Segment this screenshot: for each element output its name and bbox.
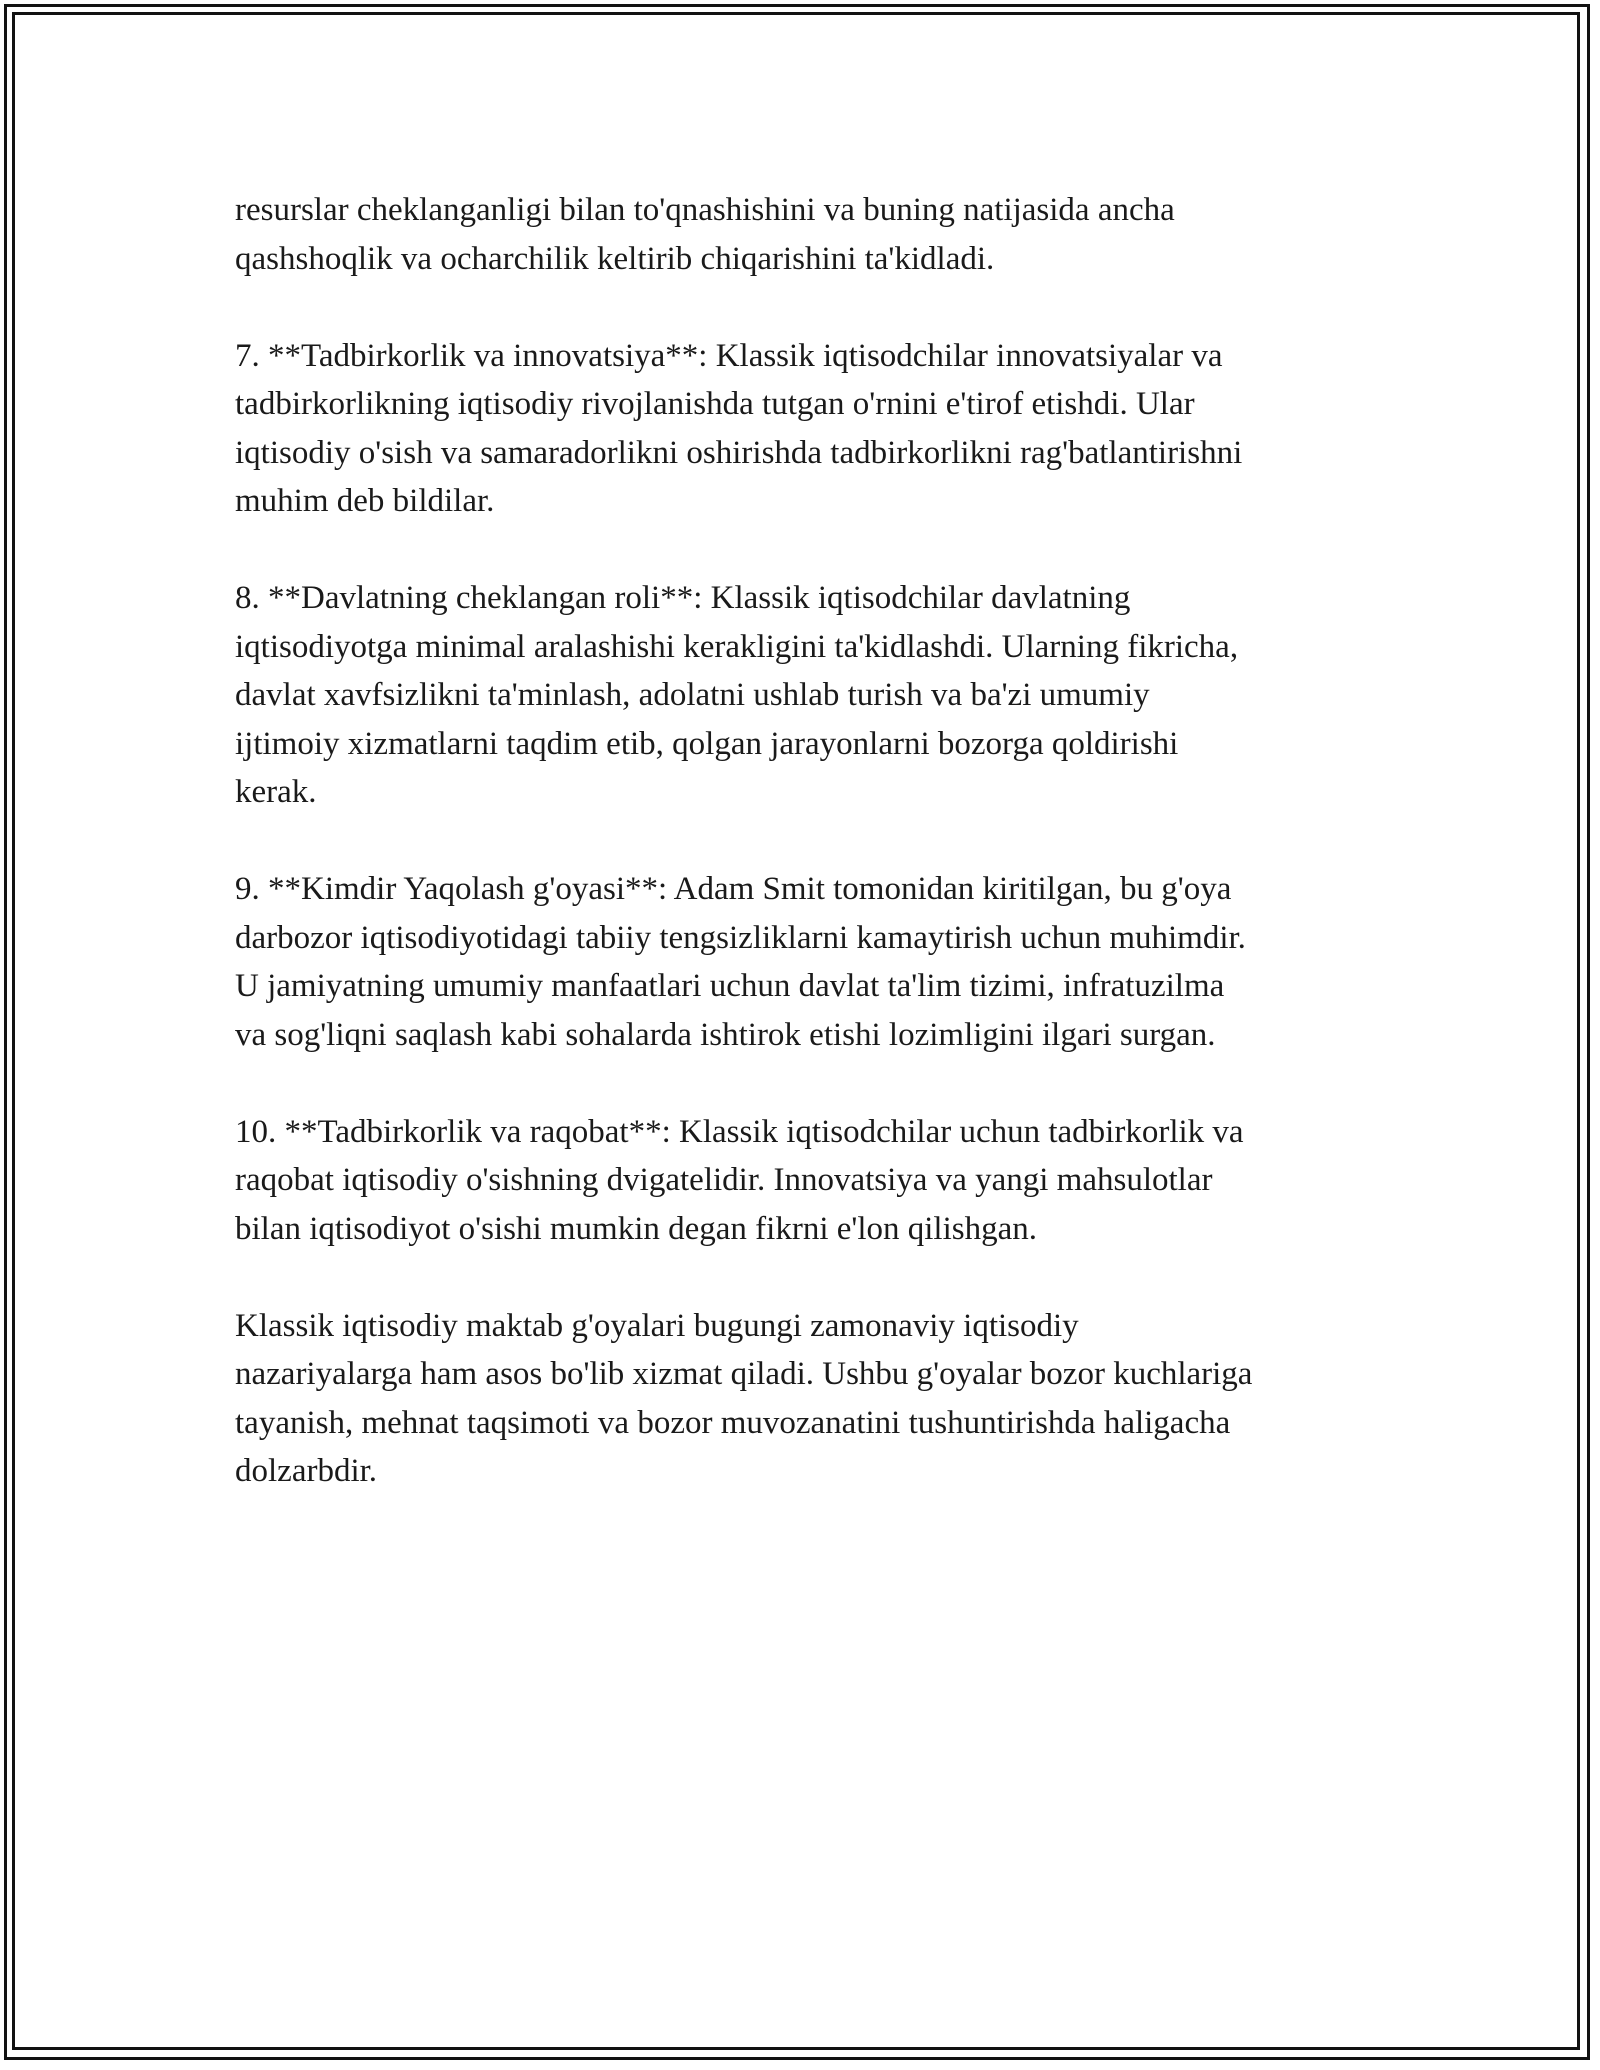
paragraph-point-9: 9. **Kimdir Yaqolash g'oyasi**: Adam Smit tomonidan kiritilgan, bu g'oya darbozor iqtisodiyotidagi tabiiy tengsizliklarni kamaytirish uchun muhimdir. U jamiyatning umumiy manfaatlari uchun davlat ta'lim tizimi, infratuzilma va sog'liqni saqlash kabi sohalarda ishtirok etishi lozimligini ilgari surgan. xyxy=(235,871,1246,1053)
paragraph-point-8: 8. **Davlatning cheklangan roli**: Klassik iqtisodchilar davlatning iqtisodiyotga minimal aralashishi kerakligini ta'kidlashdi. Ularning fikricha, davlat xavfsizlikni ta'minlash, adolatni ushlab turish va ba'zi umumiy ijtimoiy xizmatlarni taqdim etib, qolgan jarayonlarni bozorga qoldirishi kerak. xyxy=(235,580,1239,810)
paragraph-point-7: 7. **Tadbirkorlik va innovatsiya**: Klassik iqtisodchilar innovatsiyalar va tadbirkorlikning iqtisodiy rivojlanishda tutgan o'rnini e'tirof etishdi. Ular iqtisodiy o'sish va samaradorlikni oshirishda tadbirkorlikni rag'batlantirishni muhim deb bildilar. xyxy=(235,337,1243,519)
paragraph-point-10: 10. **Tadbirkorlik va raqobat**: Klassik iqtisodchilar uchun tadbirkorlik va raqobat iqtisodiy o'sishning dvigatelidir. Innovatsiya va yangi mahsulotlar bilan iqtisodiyot o'sishi mumkin degan fikrni e'lon qilishgan. xyxy=(235,1113,1244,1247)
paragraph-resources-continuation: resurslar cheklanganligi bilan to'qnashishini va buning natijasida ancha qashshoqlik va ocharchilik keltirib chiqarishini ta'kidladi. xyxy=(235,192,1175,277)
paragraph-conclusion: Klassik iqtisodiy maktab g'oyalari bugungi zamonaviy iqtisodiy nazariyalarga ham asos bo'lib xizmat qiladi. Ushbu g'oyalar bozor kuchlariga tayanish, mehnat taqsimoti va bozor muvozanatini tushuntirishda haligacha dolzarbdir. xyxy=(235,1307,1253,1489)
document-body xyxy=(235,186,1395,1544)
